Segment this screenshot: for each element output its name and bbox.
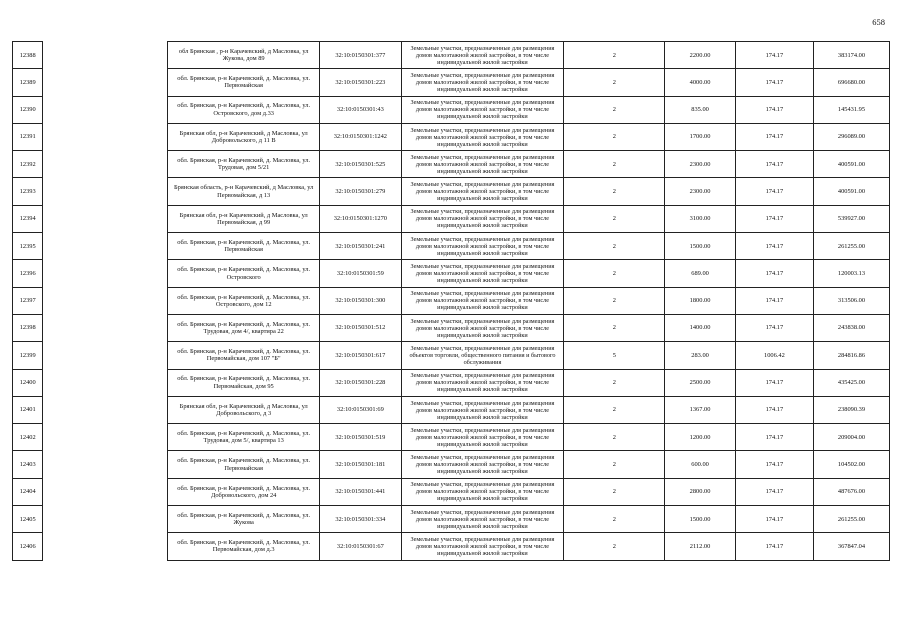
area-cell: 1200.00 <box>665 424 736 451</box>
group-cell: 2 <box>564 96 665 123</box>
rate-cell: 174.17 <box>735 506 813 533</box>
group-cell: 2 <box>564 151 665 178</box>
cadastral-number-cell: 32:10:0150301:525 <box>320 151 401 178</box>
cadastral-value-cell: 435425.00 <box>813 369 889 396</box>
spacer-cell <box>43 151 168 178</box>
area-cell: 1400.00 <box>665 314 736 341</box>
rate-cell: 1006.42 <box>735 342 813 369</box>
group-cell: 2 <box>564 42 665 69</box>
address-cell: обл. Брянская, р-н Карачевский, д. Масловка, ул. Трудовая, дом 5/21 <box>168 151 320 178</box>
address-cell: обл. Брянская, р-н Карачевский, д. Масловка, ул. Островского <box>168 260 320 287</box>
row-number-cell: 12400 <box>13 369 43 396</box>
row-number-cell: 12396 <box>13 260 43 287</box>
table-row <box>13 424 890 451</box>
group-cell: 2 <box>564 178 665 205</box>
table-row <box>13 205 890 232</box>
table-row <box>13 396 890 423</box>
rate-cell: 174.17 <box>735 396 813 423</box>
row-number-cell: 12391 <box>13 123 43 150</box>
group-cell: 5 <box>564 342 665 369</box>
area-cell: 689.00 <box>665 260 736 287</box>
cadastral-value-cell: 261255.00 <box>813 506 889 533</box>
address-cell: Брянская обл, р-н Карачевский, д Масловка, ул Первомайская, д 99 <box>168 205 320 232</box>
area-cell: 2300.00 <box>665 178 736 205</box>
cadastral-number-cell: 32:10:0150301:223 <box>320 69 401 96</box>
address-cell: обл. Брянская, р-н Карачевский, д. Масловка, ул. Добровольского, дом 24 <box>168 478 320 505</box>
address-cell: Брянская обл, р-н Карачевский, д Масловка, ул Добровольского, д 11 В <box>168 123 320 150</box>
address-cell: обл. Брянская, р-н Карачевский, д. Масловка, ул. Первомайская, дом 95 <box>168 369 320 396</box>
table-row <box>13 151 890 178</box>
spacer-cell <box>43 287 168 314</box>
row-number-cell: 12390 <box>13 96 43 123</box>
land-use-cell: Земельные участки, предназначенные для размещения домов малоэтажной жилой застройки, в том числе индивидуальной жилой застройки <box>401 287 564 314</box>
spacer-cell <box>43 342 168 369</box>
row-number-cell: 12402 <box>13 424 43 451</box>
rate-cell: 174.17 <box>735 233 813 260</box>
address-cell: обл. Брянская, р-н Карачевский, д. Масловка, ул. Трудовая, дом 5/, квартира 13 <box>168 424 320 451</box>
land-use-cell: Земельные участки, предназначенные для размещения домов малоэтажной жилой застройки, в том числе индивидуальной жилой застройки <box>401 151 564 178</box>
rate-cell: 174.17 <box>735 478 813 505</box>
cadastral-value-cell: 400591.00 <box>813 178 889 205</box>
cadastral-number-cell: 32:10:0150301:43 <box>320 96 401 123</box>
cadastral-value-cell: 367847.04 <box>813 533 889 560</box>
address-cell: обл. Брянская, р-н Карачевский, д. Масловка, ул. Первомайская <box>168 451 320 478</box>
cadastral-value-cell: 238090.39 <box>813 396 889 423</box>
cadastral-value-cell: 487676.00 <box>813 478 889 505</box>
land-use-cell: Земельные участки, предназначенные для размещения домов малоэтажной жилой застройки, в том числе индивидуальной жилой застройки <box>401 233 564 260</box>
table-row <box>13 314 890 341</box>
row-number-cell: 12398 <box>13 314 43 341</box>
cadastral-number-cell: 32:10:0150301:1242 <box>320 123 401 150</box>
group-cell: 2 <box>564 478 665 505</box>
rate-cell: 174.17 <box>735 533 813 560</box>
cadastral-value-cell: 400591.00 <box>813 151 889 178</box>
spacer-cell <box>43 314 168 341</box>
group-cell: 2 <box>564 533 665 560</box>
table-row <box>13 42 890 69</box>
address-cell: обл. Брянская, р-н Карачевский, д. Масловка, ул. Островского, дом 12 <box>168 287 320 314</box>
spacer-cell <box>43 396 168 423</box>
group-cell: 2 <box>564 424 665 451</box>
row-number-cell: 12404 <box>13 478 43 505</box>
row-number-cell: 12405 <box>13 506 43 533</box>
area-cell: 1500.00 <box>665 506 736 533</box>
area-cell: 283.00 <box>665 342 736 369</box>
group-cell: 2 <box>564 233 665 260</box>
cadastral-value-cell: 696680.00 <box>813 69 889 96</box>
cadastral-value-cell: 120003.13 <box>813 260 889 287</box>
cadastral-number-cell: 32:10:0150301:441 <box>320 478 401 505</box>
spacer-cell <box>43 478 168 505</box>
group-cell: 2 <box>564 287 665 314</box>
group-cell: 2 <box>564 396 665 423</box>
address-cell: обл. Брянская, р-н Карачевский, д. Масловка, ул. Первомайская, дом д.3 <box>168 533 320 560</box>
row-number-cell: 12406 <box>13 533 43 560</box>
spacer-cell <box>43 233 168 260</box>
table-row <box>13 533 890 560</box>
cadastral-number-cell: 32:10:0150301:181 <box>320 451 401 478</box>
land-use-cell: Земельные участки, предназначенные для размещения домов малоэтажной жилой застройки, в том числе индивидуальной жилой застройки <box>401 42 564 69</box>
spacer-cell <box>43 369 168 396</box>
cadastral-number-cell: 32:10:0150301:67 <box>320 533 401 560</box>
rate-cell: 174.17 <box>735 205 813 232</box>
cadastral-value-cell: 284816.86 <box>813 342 889 369</box>
cadastral-number-cell: 32:10:0150301:69 <box>320 396 401 423</box>
rate-cell: 174.17 <box>735 96 813 123</box>
row-number-cell: 12392 <box>13 151 43 178</box>
spacer-cell <box>43 506 168 533</box>
cadastral-number-cell: 32:10:0150301:59 <box>320 260 401 287</box>
spacer-cell <box>43 205 168 232</box>
spacer-cell <box>43 178 168 205</box>
land-use-cell: Земельные участки, предназначенные для размещения домов малоэтажной жилой застройки, в том числе индивидуальной жилой застройки <box>401 314 564 341</box>
rate-cell: 174.17 <box>735 451 813 478</box>
table-row <box>13 178 890 205</box>
cadastral-value-cell: 313506.00 <box>813 287 889 314</box>
cadastral-value-cell: 145431.95 <box>813 96 889 123</box>
rate-cell: 174.17 <box>735 287 813 314</box>
area-cell: 3100.00 <box>665 205 736 232</box>
row-number-cell: 12388 <box>13 42 43 69</box>
area-cell: 835.00 <box>665 96 736 123</box>
table-row <box>13 506 890 533</box>
group-cell: 2 <box>564 205 665 232</box>
land-use-cell: Земельные участки, предназначенные для размещения домов малоэтажной жилой застройки, в том числе индивидуальной жилой застройки <box>401 451 564 478</box>
table-row <box>13 233 890 260</box>
cadastral-value-cell: 104502.00 <box>813 451 889 478</box>
spacer-cell <box>43 260 168 287</box>
land-use-cell: Земельные участки, предназначенные для размещения домов малоэтажной жилой застройки, в том числе индивидуальной жилой застройки <box>401 533 564 560</box>
land-use-cell: Земельные участки, предназначенные для размещения домов малоэтажной жилой застройки, в том числе индивидуальной жилой застройки <box>401 396 564 423</box>
land-use-cell: Земельные участки, предназначенные для размещения домов малоэтажной жилой застройки, в том числе индивидуальной жилой застройки <box>401 69 564 96</box>
land-use-cell: Земельные участки, предназначенные для размещения домов малоэтажной жилой застройки, в том числе индивидуальной жилой застройки <box>401 424 564 451</box>
cadastral-value-cell: 209004.00 <box>813 424 889 451</box>
address-cell: обл. Брянская, р-н Карачевский, д. Масловка, ул. Трудовая, дом 4/, квартира 22 <box>168 314 320 341</box>
rate-cell: 174.17 <box>735 151 813 178</box>
address-cell: обл. Брянская, р-н Карачевский, д. Масловка, ул. Первомайская <box>168 233 320 260</box>
address-cell: Брянская обл, р-н Карачевский, д Масловка, ул Добровольского, д 3 <box>168 396 320 423</box>
group-cell: 2 <box>564 260 665 287</box>
spacer-cell <box>43 42 168 69</box>
spacer-cell <box>43 451 168 478</box>
table-body <box>13 42 890 561</box>
area-cell: 2200.00 <box>665 42 736 69</box>
row-number-cell: 12393 <box>13 178 43 205</box>
row-number-cell: 12403 <box>13 451 43 478</box>
table-row <box>13 369 890 396</box>
rate-cell: 174.17 <box>735 42 813 69</box>
page-number: 658 <box>872 17 885 27</box>
land-use-cell: Земельные участки, предназначенные для размещения домов малоэтажной жилой застройки, в том числе индивидуальной жилой застройки <box>401 178 564 205</box>
cadastral-number-cell: 32:10:0150301:512 <box>320 314 401 341</box>
area-cell: 600.00 <box>665 451 736 478</box>
spacer-cell <box>43 123 168 150</box>
land-plot-table <box>12 41 890 561</box>
cadastral-value-cell: 539927.00 <box>813 205 889 232</box>
cadastral-number-cell: 32:10:0150301:334 <box>320 506 401 533</box>
rate-cell: 174.17 <box>735 314 813 341</box>
group-cell: 2 <box>564 451 665 478</box>
land-use-cell: Земельные участки, предназначенные для размещения домов малоэтажной жилой застройки, в том числе индивидуальной жилой застройки <box>401 478 564 505</box>
area-cell: 2300.00 <box>665 151 736 178</box>
spacer-cell <box>43 533 168 560</box>
row-number-cell: 12389 <box>13 69 43 96</box>
group-cell: 2 <box>564 506 665 533</box>
group-cell: 2 <box>564 69 665 96</box>
land-use-cell: Земельные участки, предназначенные для размещения домов малоэтажной жилой застройки, в том числе индивидуальной жилой застройки <box>401 205 564 232</box>
land-use-cell: Земельные участки, предназначенные для размещения домов малоэтажной жилой застройки, в том числе индивидуальной жилой застройки <box>401 96 564 123</box>
land-use-cell: Земельные участки, предназначенные для размещения домов малоэтажной жилой застройки, в том числе индивидуальной жилой застройки <box>401 260 564 287</box>
table-row <box>13 123 890 150</box>
cadastral-number-cell: 32:10:0150301:300 <box>320 287 401 314</box>
cadastral-value-cell: 261255.00 <box>813 233 889 260</box>
cadastral-number-cell: 32:10:0150301:279 <box>320 178 401 205</box>
rate-cell: 174.17 <box>735 123 813 150</box>
address-cell: Брянская область, р-н Карачевский, д Масловка, ул Первомайская, д 13 <box>168 178 320 205</box>
table-row <box>13 287 890 314</box>
group-cell: 2 <box>564 369 665 396</box>
cadastral-number-cell: 32:10:0150301:228 <box>320 369 401 396</box>
cadastral-value-cell: 243838.00 <box>813 314 889 341</box>
cadastral-value-cell: 296089.00 <box>813 123 889 150</box>
row-number-cell: 12399 <box>13 342 43 369</box>
area-cell: 1367.00 <box>665 396 736 423</box>
row-number-cell: 12401 <box>13 396 43 423</box>
group-cell: 2 <box>564 123 665 150</box>
address-cell: обл. Брянская, р-н Карачевский, д. Масловка, ул. Первомайская <box>168 69 320 96</box>
area-cell: 1800.00 <box>665 287 736 314</box>
land-use-cell: Земельные участки, предназначенные для размещения объектов торговли, общественного питания и бытового обслуживания <box>401 342 564 369</box>
spacer-cell <box>43 424 168 451</box>
cadastral-number-cell: 32:10:0150301:241 <box>320 233 401 260</box>
cadastral-number-cell: 32:10:0150301:519 <box>320 424 401 451</box>
area-cell: 2800.00 <box>665 478 736 505</box>
table-row <box>13 260 890 287</box>
row-number-cell: 12397 <box>13 287 43 314</box>
rate-cell: 174.17 <box>735 69 813 96</box>
rate-cell: 174.17 <box>735 178 813 205</box>
table-row <box>13 478 890 505</box>
spacer-cell <box>43 96 168 123</box>
land-use-cell: Земельные участки, предназначенные для размещения домов малоэтажной жилой застройки, в том числе индивидуальной жилой застройки <box>401 506 564 533</box>
area-cell: 1500.00 <box>665 233 736 260</box>
table-row <box>13 342 890 369</box>
area-cell: 2112.00 <box>665 533 736 560</box>
group-cell: 2 <box>564 314 665 341</box>
cadastral-number-cell: 32:10:0150301:617 <box>320 342 401 369</box>
area-cell: 1700.00 <box>665 123 736 150</box>
area-cell: 4000.00 <box>665 69 736 96</box>
address-cell: обл. Брянская, р-н Карачевский, д. Масловка, ул. Первомайская, дом 107 "Б" <box>168 342 320 369</box>
cadastral-number-cell: 32:10:0150301:1270 <box>320 205 401 232</box>
land-use-cell: Земельные участки, предназначенные для размещения домов малоэтажной жилой застройки, в том числе индивидуальной жилой застройки <box>401 123 564 150</box>
spacer-cell <box>43 69 168 96</box>
address-cell: обл Брянская , р-н Карачевский, д Масловка, ул Жукова, дом 89 <box>168 42 320 69</box>
table-row <box>13 96 890 123</box>
rate-cell: 174.17 <box>735 369 813 396</box>
table-row <box>13 451 890 478</box>
row-number-cell: 12395 <box>13 233 43 260</box>
address-cell: обл. Брянская, р-н Карачевский, д. Масловка, ул. Островского, дом д.33 <box>168 96 320 123</box>
cadastral-number-cell: 32:10:0150301:377 <box>320 42 401 69</box>
rate-cell: 174.17 <box>735 424 813 451</box>
table-row <box>13 69 890 96</box>
address-cell: обл. Брянская, р-н Карачевский, д. Масловка, ул. Жукова <box>168 506 320 533</box>
cadastral-value-cell: 383174.00 <box>813 42 889 69</box>
area-cell: 2500.00 <box>665 369 736 396</box>
rate-cell: 174.17 <box>735 260 813 287</box>
land-use-cell: Земельные участки, предназначенные для размещения домов малоэтажной жилой застройки, в том числе индивидуальной жилой застройки <box>401 369 564 396</box>
row-number-cell: 12394 <box>13 205 43 232</box>
